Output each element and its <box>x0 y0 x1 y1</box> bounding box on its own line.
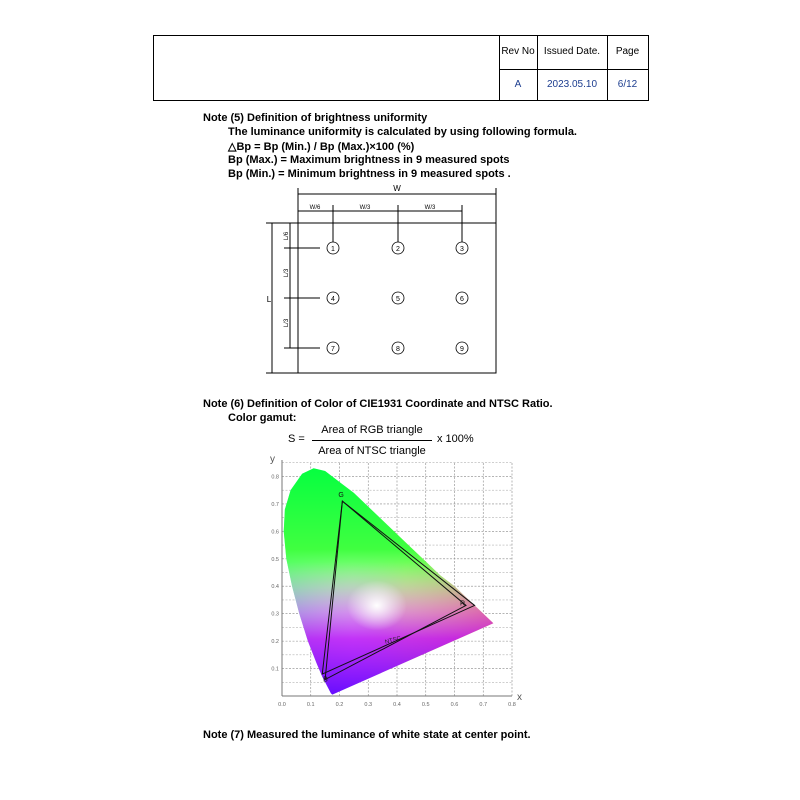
x-tick-label: 0.4 <box>393 702 401 708</box>
x-tick-label: 0.7 <box>479 702 488 708</box>
x-tick-label: 0.5 <box>421 702 430 708</box>
spot-label-8: 8 <box>396 346 400 353</box>
x-tick-label: 0.6 <box>450 702 459 708</box>
note5-formula: △Bp = Bp (Min.) / Bp (Max.)×100 (%) <box>228 141 415 153</box>
header-table <box>153 35 649 101</box>
cie-chart <box>262 454 522 715</box>
l3-label-1: L/3 <box>284 268 290 278</box>
uniformity-diagram <box>260 180 510 380</box>
formula-rhs: x 100% <box>437 433 474 445</box>
y-tick-label: 0.2 <box>271 639 279 646</box>
w3-label-1: W/3 <box>359 205 371 211</box>
spot-label-9: 9 <box>460 346 464 353</box>
rev-no-label: Rev No <box>501 46 535 57</box>
vertex-label-g: G <box>338 492 344 500</box>
page-value: 6/12 <box>617 79 638 90</box>
y-tick-label: 0.7 <box>271 501 279 508</box>
spot-label-5: 5 <box>396 296 400 303</box>
y-tick-label: 0.1 <box>271 666 279 673</box>
color-gamut-label: Color gamut: <box>228 412 297 424</box>
ntsc-label: NTSC <box>384 635 402 646</box>
issued-date-label: Issued Date. <box>543 46 601 57</box>
vertex-label-b: B <box>323 676 328 684</box>
note5-title: Note (5) Definition of brightness uniformity <box>203 112 428 124</box>
x-tick-label: 0.3 <box>364 702 373 708</box>
formula-lhs: S = <box>288 433 305 445</box>
x-tick-label: 0.0 <box>278 702 286 708</box>
l3-label-2: L/3 <box>284 318 290 328</box>
vertex-label-r: R <box>460 600 466 608</box>
rev-no-value: A <box>514 79 522 90</box>
x-tick-label: 0.1 <box>306 702 315 708</box>
issued-date-value: 2023.05.10 <box>546 79 598 90</box>
y-tick-label: 0.6 <box>271 529 279 536</box>
x-axis-label: x <box>517 692 522 703</box>
fraction-bar <box>312 440 432 441</box>
note5-line-min: Bp (Min.) = Minimum brightness in 9 measured spots . <box>228 168 511 180</box>
spot-label-2: 2 <box>396 246 400 253</box>
formula-numerator: Area of RGB triangle <box>321 424 423 436</box>
w3-label-2: W/3 <box>424 205 436 211</box>
formula-denominator: Area of NTSC triangle <box>318 445 426 457</box>
w-label: W <box>393 184 401 193</box>
l-label: L <box>266 295 272 304</box>
x-tick-label: 0.8 <box>508 702 516 708</box>
spot-label-6: 6 <box>460 296 464 303</box>
spot-label-1: 1 <box>331 246 335 253</box>
page-label: Page <box>615 46 640 57</box>
note6-title: Note (6) Definition of Color of CIE1931 Coordinate and NTSC Ratio. <box>203 398 553 410</box>
l6-label: L/6 <box>284 231 290 241</box>
x-tick-label: 0.2 <box>335 702 344 708</box>
spot-label-7: 7 <box>331 346 335 353</box>
note7-title: Note (7) Measured the luminance of white state at center point. <box>203 729 531 741</box>
y-tick-label: 0.4 <box>271 584 279 591</box>
spot-label-3: 3 <box>460 246 464 253</box>
y-tick-label: 0.3 <box>271 611 279 618</box>
note5-line-max: Bp (Max.) = Maximum brightness in 9 measured spots <box>228 154 510 166</box>
y-tick-label: 0.8 <box>271 474 279 481</box>
note5-line-1: The luminance uniformity is calculated by using following formula. <box>228 126 577 138</box>
y-axis-label: y <box>270 454 275 465</box>
w6-label: W/6 <box>309 205 321 211</box>
y-tick-label: 0.5 <box>271 556 279 563</box>
spot-label-4: 4 <box>331 296 335 303</box>
